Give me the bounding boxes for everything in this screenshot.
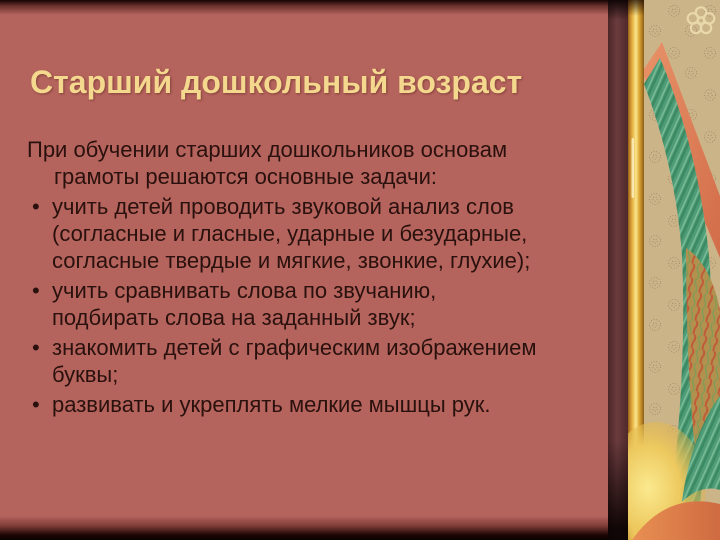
bullet-text [52, 277, 605, 331]
bullet-text [52, 334, 605, 388]
text-line: грамоты решаются основные задачи: [54, 164, 437, 189]
text-line: буквы; [52, 362, 119, 387]
bullet-marker: • [32, 335, 40, 360]
text-line: развивать и укреплять мелкие мышцы рук. [52, 392, 491, 417]
bullet-item [27, 193, 605, 274]
gold-band-highlight [632, 138, 635, 198]
text-line: (согласные и гласные, ударные и безударные, [52, 221, 528, 246]
bullet-item [27, 277, 605, 331]
text-line: учить сравнивать слова по звучанию, [52, 278, 437, 303]
bullet-marker: • [32, 392, 40, 417]
bullet-item [27, 391, 605, 418]
maroon-divider-strip [608, 0, 628, 540]
text-line: знакомить детей с графическим изображением [52, 335, 537, 360]
text-line: согласные твердые и мягкие, звонкие, глухие); [52, 248, 531, 273]
slide-text-block [27, 136, 605, 421]
text-line: учить детей проводить звуковой анализ слов [52, 194, 514, 219]
slide-title: Старший дошкольный возраст [30, 64, 523, 101]
bullet-marker: • [32, 194, 40, 219]
text-line: подбирать слова на заданный звук; [52, 305, 416, 330]
gold-band-top-shade [628, 0, 644, 16]
bullet-item [27, 334, 605, 388]
bullet-text [52, 391, 605, 418]
bullet-marker: • [32, 278, 40, 303]
bullet-text [52, 193, 605, 274]
decorative-border [628, 0, 720, 540]
intro-paragraph [27, 136, 605, 190]
text-line: При обучении старших дошкольников основам [27, 137, 508, 162]
